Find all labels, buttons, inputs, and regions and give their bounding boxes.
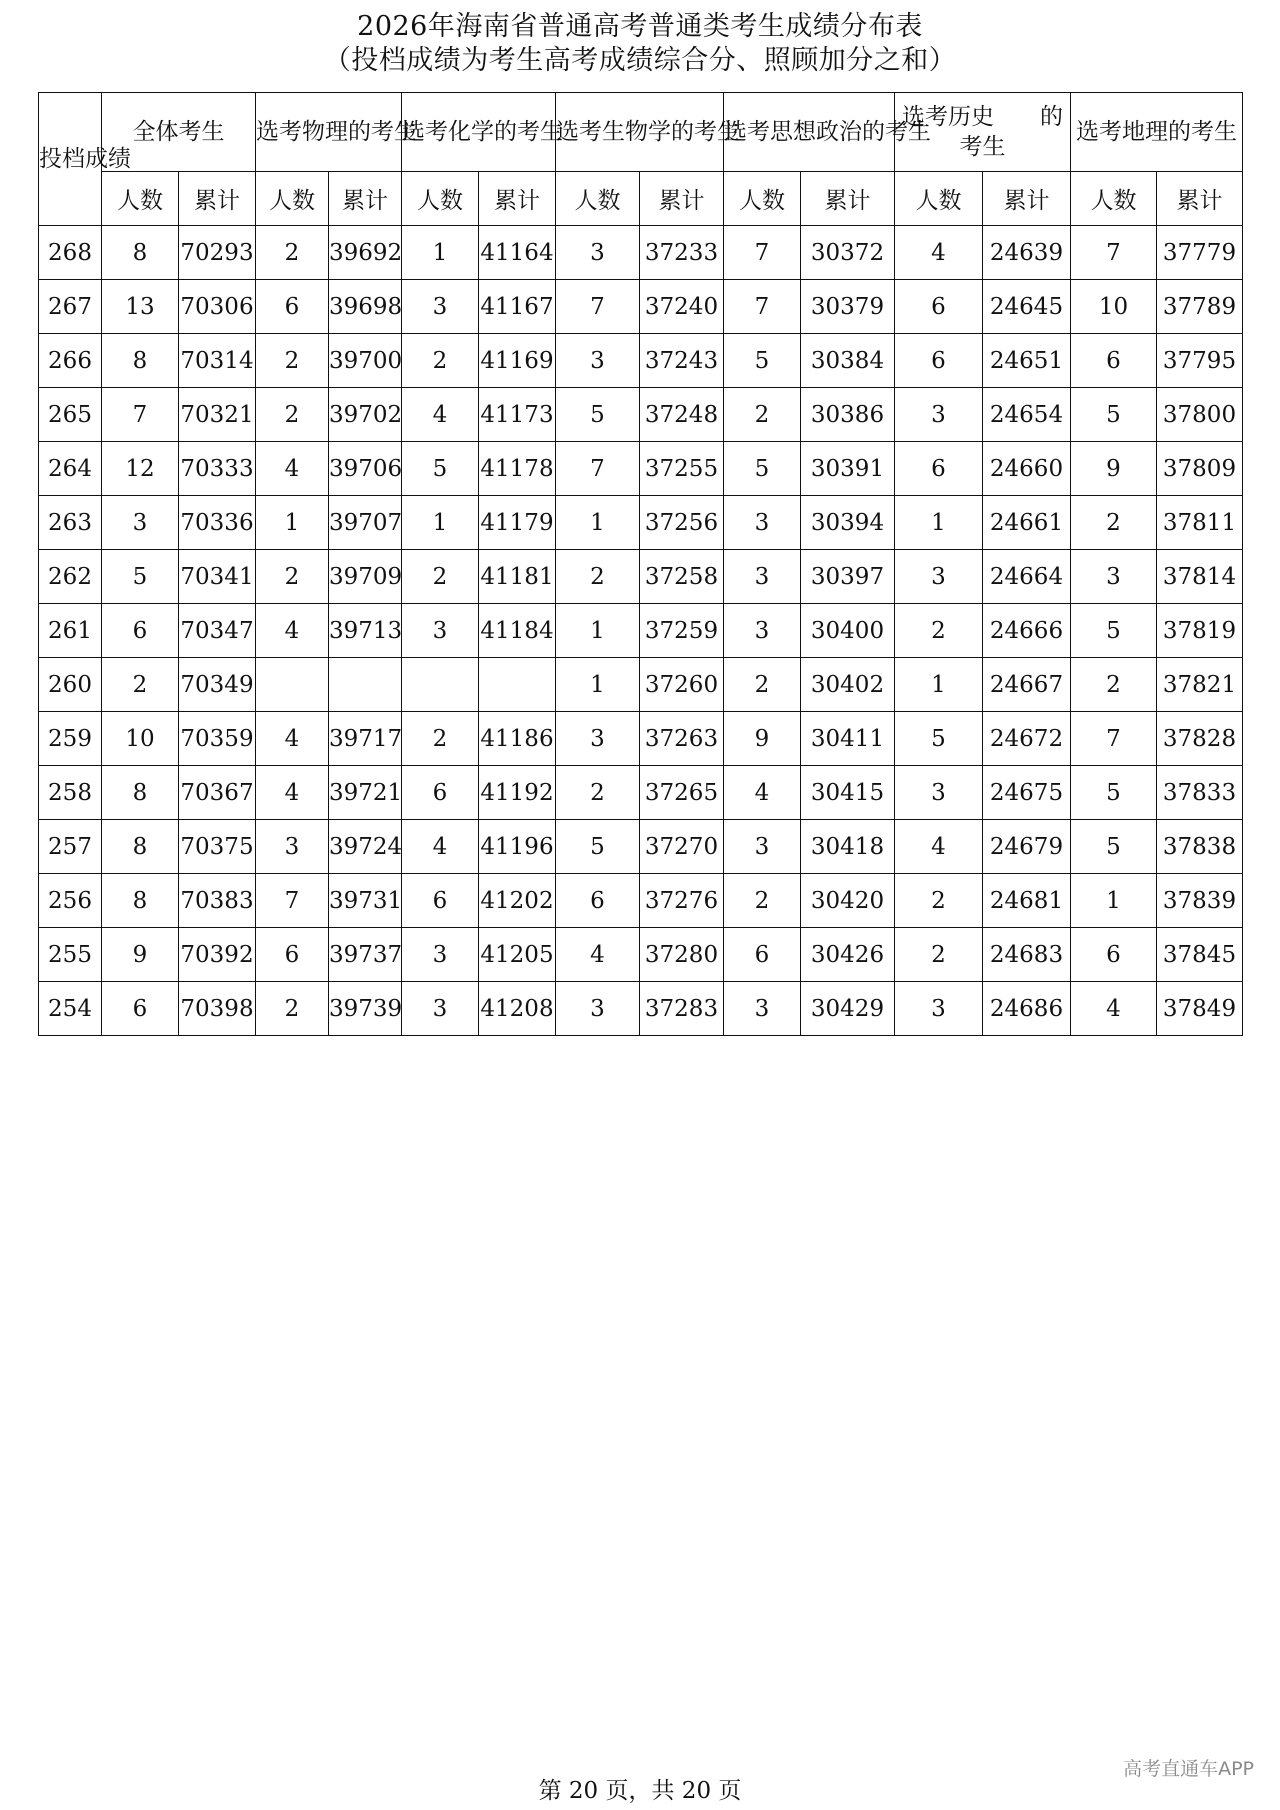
- cumulative-cell: 41196: [479, 820, 556, 874]
- table-row: [39, 658, 1243, 712]
- cumulative-cell: 41179: [479, 496, 556, 550]
- cumulative-cell: 70367: [179, 766, 256, 820]
- count-cell: 2: [556, 550, 640, 604]
- cumulative-cell: 24664: [983, 550, 1071, 604]
- cumulative-cell: 39709: [329, 550, 402, 604]
- count-cell: 8: [102, 874, 179, 928]
- cumulative-cell: 37265: [640, 766, 724, 820]
- cumulative-cell: 24660: [983, 442, 1071, 496]
- count-cell: 5: [895, 712, 983, 766]
- table-row: [39, 388, 1243, 442]
- cumulative-cell: 30420: [801, 874, 895, 928]
- cumulative-cell: 70336: [179, 496, 256, 550]
- cumulative-column-header: 累计: [640, 172, 724, 226]
- count-cell: 6: [256, 280, 329, 334]
- title-block: [0, 10, 1280, 78]
- count-cell: 4: [724, 766, 801, 820]
- count-cell: 3: [102, 496, 179, 550]
- count-cell: 10: [1071, 280, 1157, 334]
- cumulative-cell: 39707: [329, 496, 402, 550]
- count-cell: 2: [402, 712, 479, 766]
- cumulative-cell: 70333: [179, 442, 256, 496]
- watermark: 高考直通车APP: [1123, 1758, 1254, 1780]
- count-cell: 7: [102, 388, 179, 442]
- count-cell: 4: [256, 712, 329, 766]
- cumulative-cell: 70398: [179, 982, 256, 1036]
- count-cell: 7: [256, 874, 329, 928]
- count-cell: 5: [102, 550, 179, 604]
- count-cell: 3: [724, 550, 801, 604]
- group-header: 选考地理的考生: [1071, 93, 1243, 172]
- count-cell: 3: [402, 604, 479, 658]
- count-cell: 5: [724, 334, 801, 388]
- cumulative-cell: 37256: [640, 496, 724, 550]
- cumulative-cell: 39692: [329, 226, 402, 280]
- cumulative-cell: 39731: [329, 874, 402, 928]
- table-body: [39, 226, 1243, 1036]
- cumulative-cell: 70293: [179, 226, 256, 280]
- count-cell: 4: [256, 604, 329, 658]
- count-cell: 2: [256, 226, 329, 280]
- count-cell: [402, 658, 479, 712]
- score-cell: 265: [39, 388, 102, 442]
- cumulative-cell: [479, 658, 556, 712]
- cumulative-column-header: 累计: [983, 172, 1071, 226]
- cumulative-cell: 37779: [1157, 226, 1243, 280]
- cumulative-cell: 24651: [983, 334, 1071, 388]
- count-cell: 6: [402, 874, 479, 928]
- score-cell: 264: [39, 442, 102, 496]
- cumulative-cell: 37243: [640, 334, 724, 388]
- cumulative-cell: 37276: [640, 874, 724, 928]
- score-cell: 261: [39, 604, 102, 658]
- count-cell: 9: [724, 712, 801, 766]
- cumulative-column-header: 累计: [329, 172, 402, 226]
- page-subtitle: （投档成绩为考生高考成绩综合分、照顾加分之和）: [323, 45, 957, 76]
- count-cell: 5: [1071, 604, 1157, 658]
- cumulative-cell: 37819: [1157, 604, 1243, 658]
- cumulative-cell: 37821: [1157, 658, 1243, 712]
- cumulative-cell: 37838: [1157, 820, 1243, 874]
- cumulative-cell: 24675: [983, 766, 1071, 820]
- count-cell: 8: [102, 820, 179, 874]
- page-footer: 第 20 页，共 20 页: [538, 1778, 742, 1804]
- score-cell: 259: [39, 712, 102, 766]
- count-cell: 5: [556, 388, 640, 442]
- score-column-header: 投档成绩: [39, 93, 102, 226]
- count-column-header: 人数: [895, 172, 983, 226]
- table-row: [39, 928, 1243, 982]
- count-cell: 1: [402, 496, 479, 550]
- cumulative-cell: 37789: [1157, 280, 1243, 334]
- cumulative-cell: 70383: [179, 874, 256, 928]
- table-row: [39, 226, 1243, 280]
- count-cell: 5: [1071, 388, 1157, 442]
- table-row: [39, 604, 1243, 658]
- cumulative-cell: 70347: [179, 604, 256, 658]
- count-cell: 6: [102, 982, 179, 1036]
- cumulative-cell: 39700: [329, 334, 402, 388]
- count-cell: 12: [102, 442, 179, 496]
- count-cell: 5: [724, 442, 801, 496]
- cumulative-cell: 37795: [1157, 334, 1243, 388]
- cumulative-cell: 37233: [640, 226, 724, 280]
- cumulative-cell: 39721: [329, 766, 402, 820]
- group-header: 选考历史 的考生: [895, 93, 1071, 172]
- count-cell: 1: [256, 496, 329, 550]
- cumulative-cell: 41178: [479, 442, 556, 496]
- table-row: [39, 550, 1243, 604]
- cumulative-cell: 30429: [801, 982, 895, 1036]
- cumulative-cell: 37255: [640, 442, 724, 496]
- count-cell: 7: [556, 280, 640, 334]
- cumulative-cell: 37248: [640, 388, 724, 442]
- cumulative-cell: 39724: [329, 820, 402, 874]
- count-cell: 6: [895, 280, 983, 334]
- cumulative-cell: 30415: [801, 766, 895, 820]
- group-header: 选考物理的考生: [256, 93, 402, 172]
- count-cell: 8: [102, 226, 179, 280]
- table-row: [39, 982, 1243, 1036]
- count-cell: 4: [402, 388, 479, 442]
- count-cell: 5: [402, 442, 479, 496]
- count-cell: 2: [556, 766, 640, 820]
- cumulative-cell: 39717: [329, 712, 402, 766]
- cumulative-cell: 41181: [479, 550, 556, 604]
- table-row: [39, 496, 1243, 550]
- count-cell: 2: [895, 604, 983, 658]
- count-cell: 6: [895, 442, 983, 496]
- count-cell: 3: [724, 604, 801, 658]
- count-cell: 3: [724, 496, 801, 550]
- count-cell: 1: [402, 226, 479, 280]
- cumulative-cell: 41167: [479, 280, 556, 334]
- cumulative-cell: 41173: [479, 388, 556, 442]
- cumulative-cell: 37260: [640, 658, 724, 712]
- count-cell: 1: [556, 496, 640, 550]
- count-cell: 6: [1071, 334, 1157, 388]
- cumulative-cell: 24683: [983, 928, 1071, 982]
- count-cell: 2: [895, 874, 983, 928]
- cumulative-cell: 70392: [179, 928, 256, 982]
- count-cell: 7: [556, 442, 640, 496]
- cumulative-cell: 24679: [983, 820, 1071, 874]
- cumulative-cell: 30400: [801, 604, 895, 658]
- page-title: 2026年海南省普通高考普通类考生成绩分布表: [357, 11, 923, 42]
- count-cell: 3: [724, 820, 801, 874]
- count-cell: 9: [102, 928, 179, 982]
- count-column-header: 人数: [724, 172, 801, 226]
- cumulative-cell: 37809: [1157, 442, 1243, 496]
- count-cell: 6: [895, 334, 983, 388]
- count-cell: 2: [256, 982, 329, 1036]
- cumulative-cell: 37280: [640, 928, 724, 982]
- cumulative-cell: 39706: [329, 442, 402, 496]
- count-cell: 2: [724, 388, 801, 442]
- count-cell: 2: [256, 334, 329, 388]
- cumulative-cell: 37811: [1157, 496, 1243, 550]
- count-cell: 3: [895, 982, 983, 1036]
- count-cell: 2: [102, 658, 179, 712]
- count-cell: 6: [724, 928, 801, 982]
- count-cell: 1: [556, 658, 640, 712]
- count-cell: 4: [256, 442, 329, 496]
- table-row: [39, 280, 1243, 334]
- count-cell: 3: [895, 550, 983, 604]
- cumulative-cell: 37845: [1157, 928, 1243, 982]
- count-cell: [256, 658, 329, 712]
- cumulative-column-header: 累计: [179, 172, 256, 226]
- count-column-header: 人数: [1071, 172, 1157, 226]
- cumulative-cell: 39739: [329, 982, 402, 1036]
- count-cell: 7: [1071, 712, 1157, 766]
- count-cell: 3: [895, 766, 983, 820]
- cumulative-cell: 37849: [1157, 982, 1243, 1036]
- cumulative-cell: 24667: [983, 658, 1071, 712]
- cumulative-cell: 70314: [179, 334, 256, 388]
- cumulative-cell: [329, 658, 402, 712]
- group-header: 选考思想政治的考生: [724, 93, 895, 172]
- score-cell: 254: [39, 982, 102, 1036]
- count-cell: 2: [256, 550, 329, 604]
- score-cell: 267: [39, 280, 102, 334]
- cumulative-cell: 24681: [983, 874, 1071, 928]
- score-cell: 256: [39, 874, 102, 928]
- cumulative-cell: 24672: [983, 712, 1071, 766]
- count-cell: 3: [402, 280, 479, 334]
- cumulative-cell: 41192: [479, 766, 556, 820]
- cumulative-cell: 41186: [479, 712, 556, 766]
- score-cell: 260: [39, 658, 102, 712]
- count-cell: 4: [895, 820, 983, 874]
- cumulative-cell: 70306: [179, 280, 256, 334]
- cumulative-cell: 30394: [801, 496, 895, 550]
- cumulative-cell: 39702: [329, 388, 402, 442]
- count-cell: 6: [402, 766, 479, 820]
- cumulative-cell: 41184: [479, 604, 556, 658]
- count-cell: 2: [402, 334, 479, 388]
- count-cell: 4: [895, 226, 983, 280]
- count-cell: 3: [556, 712, 640, 766]
- count-cell: 5: [1071, 766, 1157, 820]
- group-header: 全体考生: [102, 93, 256, 172]
- count-cell: 2: [1071, 658, 1157, 712]
- count-cell: 4: [556, 928, 640, 982]
- count-column-header: 人数: [556, 172, 640, 226]
- score-cell: 266: [39, 334, 102, 388]
- count-cell: 4: [402, 820, 479, 874]
- cumulative-cell: 30411: [801, 712, 895, 766]
- cumulative-cell: 70359: [179, 712, 256, 766]
- count-cell: 4: [256, 766, 329, 820]
- cumulative-cell: 41169: [479, 334, 556, 388]
- count-cell: 3: [256, 820, 329, 874]
- cumulative-cell: 30391: [801, 442, 895, 496]
- cumulative-cell: 30379: [801, 280, 895, 334]
- count-cell: 1: [895, 496, 983, 550]
- cumulative-cell: 24639: [983, 226, 1071, 280]
- cumulative-cell: 41208: [479, 982, 556, 1036]
- count-cell: 3: [556, 982, 640, 1036]
- count-column-header: 人数: [256, 172, 329, 226]
- cumulative-cell: 39737: [329, 928, 402, 982]
- count-cell: 2: [895, 928, 983, 982]
- cumulative-cell: 30384: [801, 334, 895, 388]
- count-cell: 7: [1071, 226, 1157, 280]
- count-cell: 7: [724, 226, 801, 280]
- cumulative-cell: 41202: [479, 874, 556, 928]
- count-cell: 5: [1071, 820, 1157, 874]
- cumulative-cell: 37833: [1157, 766, 1243, 820]
- count-cell: 9: [1071, 442, 1157, 496]
- cumulative-cell: 37814: [1157, 550, 1243, 604]
- cumulative-cell: 37259: [640, 604, 724, 658]
- count-column-header: 人数: [102, 172, 179, 226]
- count-cell: 8: [102, 766, 179, 820]
- table-row: [39, 334, 1243, 388]
- cumulative-cell: 24645: [983, 280, 1071, 334]
- count-cell: 3: [556, 334, 640, 388]
- cumulative-column-header: 累计: [479, 172, 556, 226]
- count-cell: 3: [895, 388, 983, 442]
- score-cell: 257: [39, 820, 102, 874]
- count-cell: 8: [102, 334, 179, 388]
- cumulative-cell: 37800: [1157, 388, 1243, 442]
- cumulative-cell: 30397: [801, 550, 895, 604]
- score-cell: 263: [39, 496, 102, 550]
- score-distribution-table: [38, 92, 1243, 1036]
- cumulative-cell: 39713: [329, 604, 402, 658]
- cumulative-cell: 70375: [179, 820, 256, 874]
- cumulative-cell: 70349: [179, 658, 256, 712]
- cumulative-cell: 41164: [479, 226, 556, 280]
- count-cell: 3: [556, 226, 640, 280]
- cumulative-column-header: 累计: [1157, 172, 1243, 226]
- count-cell: 2: [724, 658, 801, 712]
- score-cell: 258: [39, 766, 102, 820]
- table-row: [39, 766, 1243, 820]
- count-cell: 6: [256, 928, 329, 982]
- group-header: 选考生物学的考生: [556, 93, 724, 172]
- cumulative-cell: 24661: [983, 496, 1071, 550]
- cumulative-cell: 30386: [801, 388, 895, 442]
- sub-header-row: [39, 172, 1243, 226]
- count-cell: 1: [1071, 874, 1157, 928]
- cumulative-cell: 37828: [1157, 712, 1243, 766]
- count-cell: 13: [102, 280, 179, 334]
- cumulative-cell: 30426: [801, 928, 895, 982]
- cumulative-cell: 39698: [329, 280, 402, 334]
- cumulative-cell: 30372: [801, 226, 895, 280]
- count-cell: 2: [402, 550, 479, 604]
- score-cell: 268: [39, 226, 102, 280]
- table-row: [39, 442, 1243, 496]
- count-cell: 2: [724, 874, 801, 928]
- cumulative-cell: 70341: [179, 550, 256, 604]
- cumulative-cell: 37263: [640, 712, 724, 766]
- cumulative-cell: 41205: [479, 928, 556, 982]
- score-cell: 255: [39, 928, 102, 982]
- count-cell: 3: [402, 928, 479, 982]
- count-cell: 2: [1071, 496, 1157, 550]
- score-cell: 262: [39, 550, 102, 604]
- cumulative-cell: 24666: [983, 604, 1071, 658]
- count-cell: 3: [402, 982, 479, 1036]
- count-cell: 1: [895, 658, 983, 712]
- count-cell: 10: [102, 712, 179, 766]
- count-column-header: 人数: [402, 172, 479, 226]
- count-cell: 6: [556, 874, 640, 928]
- cumulative-cell: 37283: [640, 982, 724, 1036]
- count-cell: 6: [1071, 928, 1157, 982]
- count-cell: 3: [1071, 550, 1157, 604]
- table-row: [39, 874, 1243, 928]
- cumulative-cell: 37839: [1157, 874, 1243, 928]
- table-row: [39, 712, 1243, 766]
- cumulative-cell: 37258: [640, 550, 724, 604]
- cumulative-cell: 24686: [983, 982, 1071, 1036]
- cumulative-cell: 30418: [801, 820, 895, 874]
- count-cell: 3: [724, 982, 801, 1036]
- cumulative-cell: 70321: [179, 388, 256, 442]
- count-cell: 1: [556, 604, 640, 658]
- count-cell: 2: [256, 388, 329, 442]
- cumulative-column-header: 累计: [801, 172, 895, 226]
- cumulative-cell: 24654: [983, 388, 1071, 442]
- count-cell: 5: [556, 820, 640, 874]
- cumulative-cell: 30402: [801, 658, 895, 712]
- cumulative-cell: 37270: [640, 820, 724, 874]
- count-cell: 6: [102, 604, 179, 658]
- cumulative-cell: 37240: [640, 280, 724, 334]
- count-cell: 4: [1071, 982, 1157, 1036]
- group-header: 选考化学的考生: [402, 93, 556, 172]
- count-cell: 7: [724, 280, 801, 334]
- table-row: [39, 820, 1243, 874]
